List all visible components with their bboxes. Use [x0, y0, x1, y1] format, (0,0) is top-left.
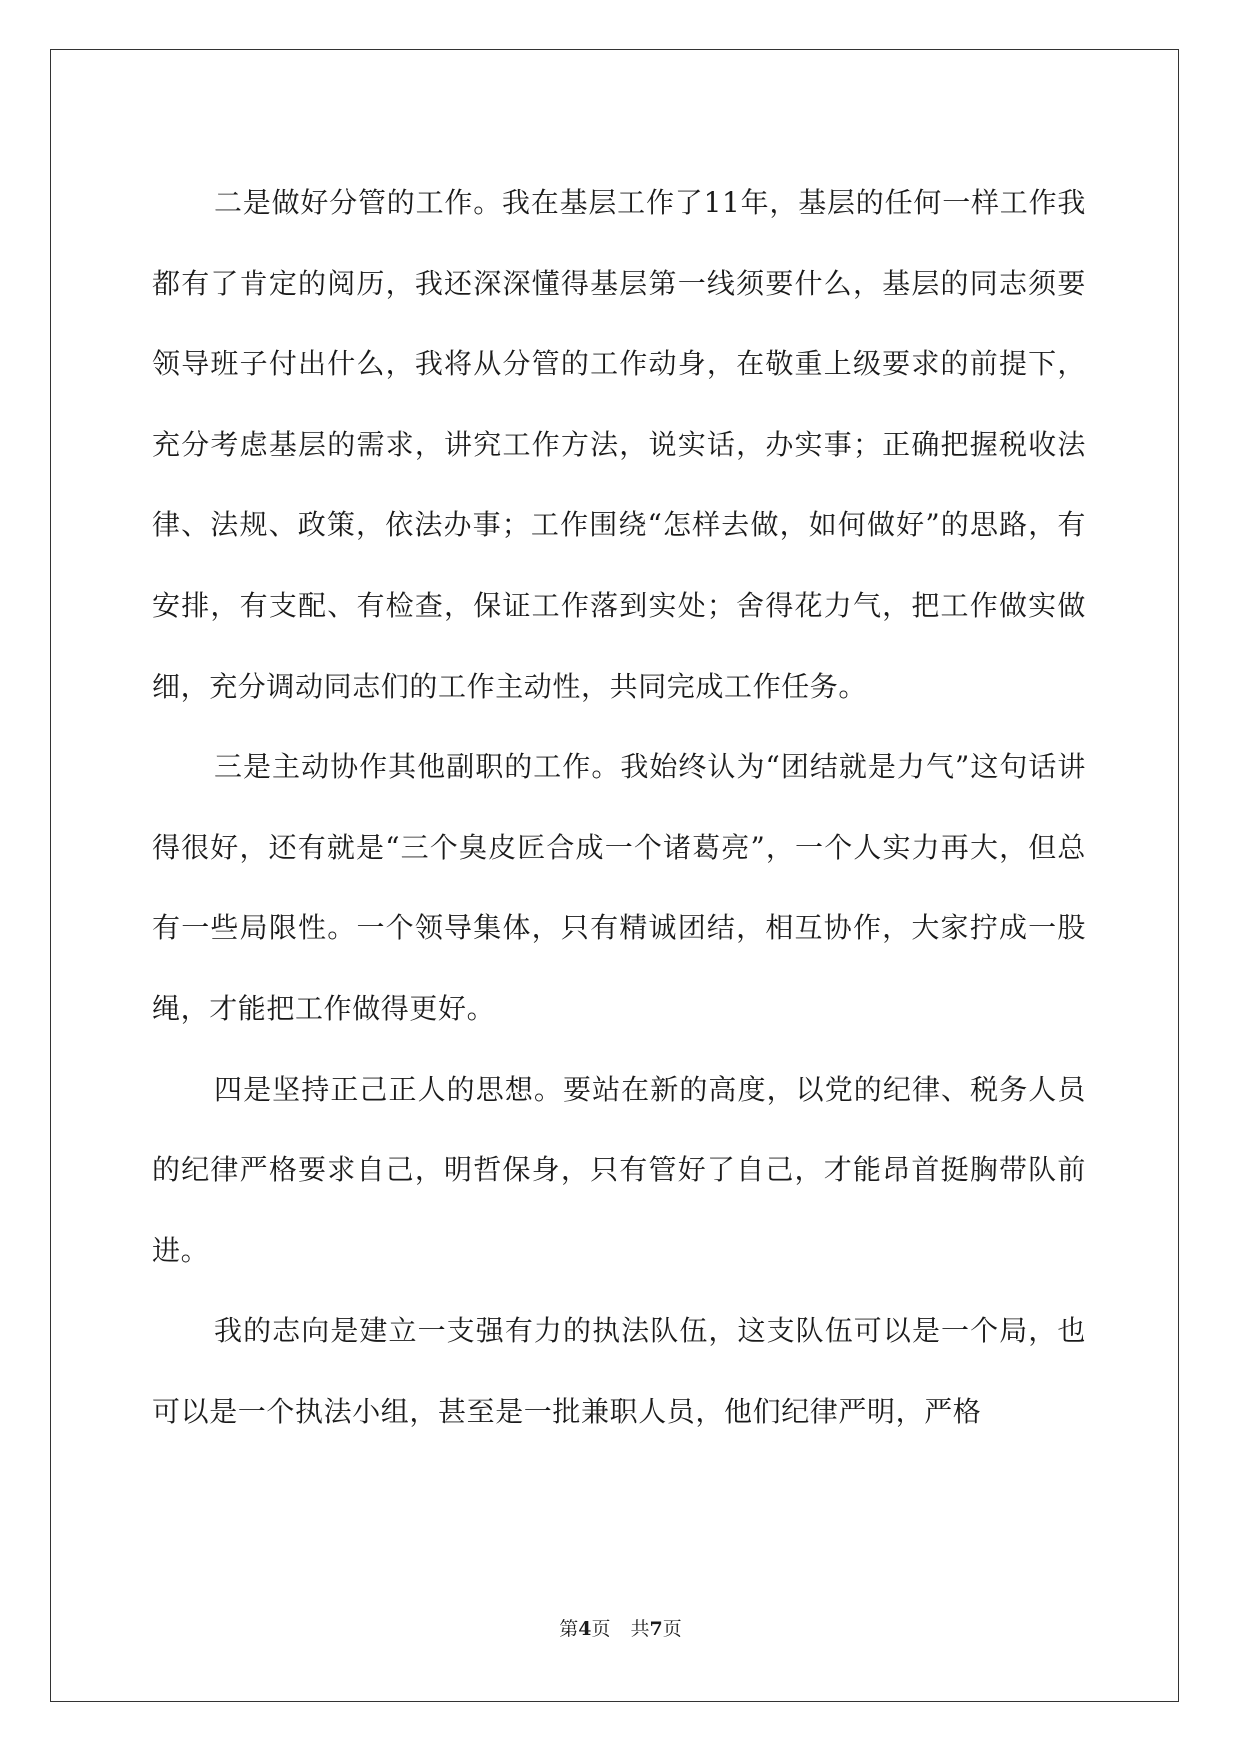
paragraph-cooperation: 三是主动协作其他副职的工作。我始终认为“团结就是力气”这句话讲得很好，还有就是“三个臭皮匠合成一个诸葛亮”，一个人实力再大，但总有一些局限性。一个领导集体，只有精诚团结，相互协作，大家拧成一股绳，才能把工作做得更好。 — [152, 750, 1086, 1025]
current-page-number: 4 — [578, 1618, 592, 1640]
footer-prefix: 第 — [559, 1618, 579, 1640]
total-page-count: 7 — [649, 1618, 663, 1640]
page-footer — [0, 1616, 1241, 1642]
paragraph-aspiration: 我的志向是建立一支强有力的执法队伍，这支队伍可以是一个局，也可以是一个执法小组，甚至是一批兼职人员，他们纪律严明，严格 — [152, 1314, 1086, 1428]
paragraph-self-discipline: 四是坚持正己正人的思想。要站在新的高度，以党的纪律、税务人员的纪律严格要求自己，明哲保身，只有管好了自己，才能昂首挺胸带队前进。 — [152, 1072, 1086, 1267]
footer-total-suffix: 页 — [662, 1618, 682, 1640]
document-body — [152, 163, 1086, 1453]
footer-page-suffix: 页 — [591, 1618, 611, 1640]
paragraph-division-of-work: 二是做好分管的工作。我在基层工作了11年，基层的任何一样工作我都有了肯定的阅历，我还深深懂得基层第一线须要什么，基层的同志须要领导班子付出什么，我将从分管的工作动身，在敬重上级要求的前提下，充分考虑基层的需求，讲究工作方法，说实话，办实事；正确把握税收法律、法规、政策，依法办事；工作围绕“怎样去做，如何做好”的思路，有安排，有支配、有检查，保证工作落到实处；舍得花力气，把工作做实做细，充分调动同志们的工作主动性，共同完成工作任务。 — [152, 186, 1086, 703]
footer-total-prefix: 共 — [630, 1618, 650, 1640]
